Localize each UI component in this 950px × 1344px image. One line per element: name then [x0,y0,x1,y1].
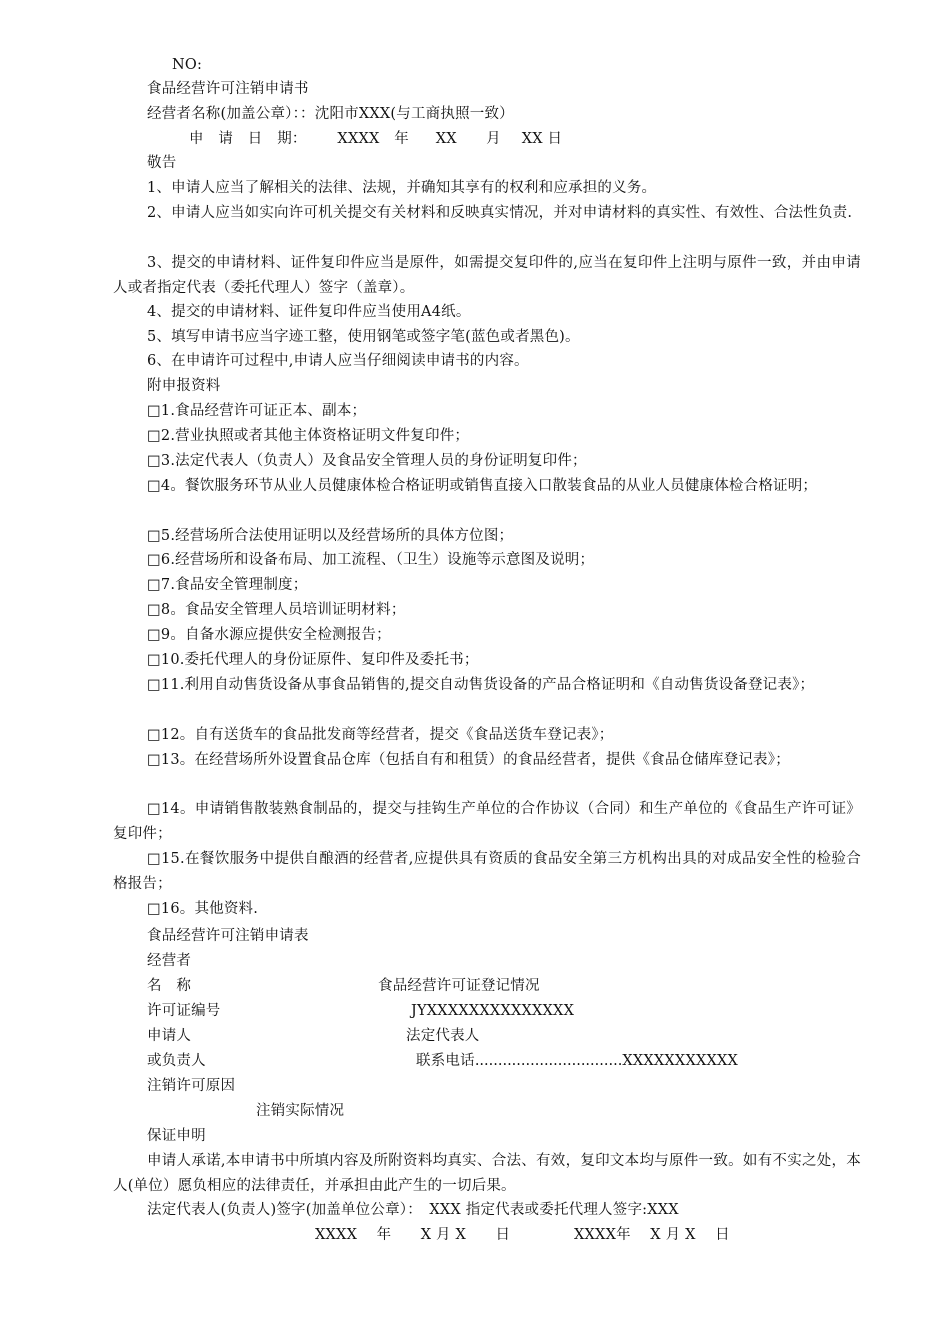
attachment-item: □9。自备水源应提供安全检测报告； [147,627,391,643]
signature-line: 法定代表人(负责人)签字(加盖单位公章）： XXX 指定代表或委托代理人签字:XXX [147,1202,679,1218]
attachment-item: □13。在经营场所外设置食品仓库（包括自有和租赁）的食品经营者，提供《食品仓储库登记表》； [147,752,790,768]
attachment-item: □7.食品安全管理制度； [147,577,308,593]
operator-label: 经营者 [147,953,192,969]
attachment-item: □6.经营场所和设备布局、加工流程、（卫生）设施等示意图及说明； [147,552,595,568]
apply-year: XXXX 年 [337,131,409,147]
notice-item: 6、在申请许可过程中,申请人应当仔细阅读申请书的内容。 [147,353,529,369]
legal-representative-label: 法定代表人 [406,1028,480,1044]
document-number: NO: [172,57,203,73]
guarantee-heading: 保证申明 [147,1128,206,1144]
phone-line [416,1049,738,1073]
attachment-item: □3.法定代表人（负责人）及食品安全管理人员的身份证明复印件； [147,453,587,469]
phone-leader-dots: ................................ [474,1053,623,1069]
applicant-label: 申请人 [147,1028,192,1044]
form-title: 食品经营许可注销申请表 [147,928,309,944]
attachment-item: □11.利用自动售货设备从事食品销售的,提交自动售货设备的产品合格证明和《自动售货设备登记表》； [147,677,815,693]
or-head-label: 或负责人 [147,1053,206,1069]
attachment-item: □10.委托代理人的身份证原件、复印件及委托书； [147,652,479,668]
phone-label: 联系电话 [416,1053,475,1069]
license-status-label: 食品经营许可证登记情况 [378,978,540,994]
cancel-reason-label: 注销许可原因 [147,1078,236,1094]
attachment-item: □8。食品安全管理人员培训证明材料； [147,602,406,618]
notice-item: 1、申请人应当了解相关的法律、法规，并确知其享有的权利和应承担的义务。 [147,180,657,196]
signature-date-right: XXXX年 X 月 X 日 [574,1227,730,1243]
attachment-item: □14。申请销售散装熟食制品的，提交与挂钩生产单位的合作协议（合同）和生产单位的《食品生产许可证》复印件； [113,801,861,842]
notice-item: 2、申请人应当如实向许可机关提交有关材料和反映真实情况，并对申请材料的真实性、有效性、合法性负责. [147,205,853,221]
notice-item: 5、填写申请书应当字迹工整，使用钢笔或签字笔(蓝色或者黑色)。 [147,329,580,345]
attachment-item: □15.在餐饮服务中提供自酿酒的经营者,应提供具有资质的食品安全第三方机构出具的对成品安全性的检验合格报告； [113,851,861,892]
apply-month: XX 月 [435,131,501,147]
document-title: 食品经营许可注销申请书 [147,81,309,97]
license-number-value: JYXXXXXXXXXXXXXX [411,1003,575,1019]
notice-item: 3、提交的申请材料、证件复印件应当是原件，如需提交复印件的,应当在复印件上注明与原件一致，并由申请人或者指定代表（委托代理人）签字（盖章）。 [113,255,861,296]
cancel-actual-label: 注销实际情况 [256,1103,345,1119]
apply-day: XX 日 [521,131,563,147]
operator-name-line: 经营者名称(加盖公章）：：沈阳市XXX(与工商执照一致） [147,106,514,122]
attachment-item: □2.营业执照或者其他主体资格证明文件复印件； [147,428,470,444]
attachment-item: □12。自有送货车的食品批发商等经营者，提交《食品送货车登记表》； [147,727,614,743]
attachment-item: □5.经营场所合法使用证明以及经营场所的具体方位图； [147,528,514,544]
guarantee-text: 申请人承诺,本申请书中所填内容及所附资料均真实、合法、有效，复印文本均与原件一致。如有不实之处，本人(单位）愿负相应的法律责任，并承担由此产生的一切后果。 [113,1153,861,1194]
attachment-item: □1.食品经营许可证正本、副本； [147,403,367,419]
notice-item: 4、提交的申请材料、证件复印件应当使用A4纸。 [147,304,471,320]
notice-heading: 敬告 [147,155,177,171]
attachment-item: □16。其他资料. [147,901,259,917]
name-label: 名 称 [147,978,192,994]
phone-value: XXXXXXXXXXX [622,1053,739,1069]
apply-date-label: 申 请 日 期： [189,131,307,147]
attachments-heading: 附申报资料 [147,378,221,394]
attachment-item: □4。餐饮服务环节从业人员健康体检合格证明或销售直接入口散装食品的从业人员健康体检合格证明； [147,478,818,494]
apply-date-line [189,127,562,151]
license-number-label: 许可证编号 [147,1003,221,1019]
signature-date-left: XXXX 年 X 月 X 日 [315,1227,511,1243]
